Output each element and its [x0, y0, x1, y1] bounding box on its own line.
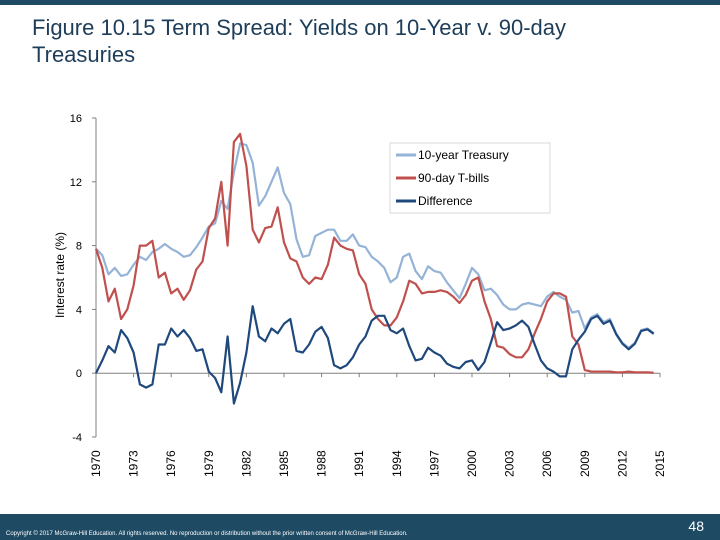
x-tick-label: 1988	[314, 450, 329, 477]
copyright-notice: Copyright © 2017 McGraw-Hill Education. All rights reserved. No reproduction or distribution without the prior written consent of McGraw-Hill Education.	[6, 531, 408, 537]
x-tick-label: 1970	[89, 450, 103, 477]
x-tick-label: 1991	[352, 450, 367, 477]
x-tick-label: 1979	[201, 450, 216, 477]
x-tick-label: 1997	[427, 450, 442, 477]
x-tick-label: 2006	[540, 450, 555, 477]
y-tick-label: 8	[75, 240, 82, 253]
y-tick-label: 12	[69, 176, 82, 189]
chart-series	[96, 134, 654, 404]
x-tick-label: 1994	[389, 450, 404, 477]
legend-label-10-year-treasury: 10-year Treasury	[418, 148, 509, 162]
legend-label-90-day-t-bills: 90-day T-bills	[418, 171, 490, 185]
y-tick-label: -4	[72, 432, 82, 444]
page-number: 48	[688, 518, 704, 534]
x-tick-label: 1982	[239, 450, 254, 477]
legend-label-difference: Difference	[418, 194, 473, 208]
x-tick-label: 1985	[277, 450, 291, 477]
x-tick-label: 2000	[465, 450, 479, 477]
footer-bar	[0, 514, 720, 540]
x-tick-label: 2009	[577, 450, 592, 477]
x-tick-label: 2015	[653, 450, 667, 477]
x-tick-label: 1973	[126, 450, 141, 477]
x-tick-label: 1976	[164, 450, 179, 477]
y-tick-label: 4	[75, 304, 82, 317]
y-tick-label: 16	[69, 113, 82, 125]
x-tick-label: 2012	[615, 450, 630, 477]
chart-legend	[390, 143, 550, 213]
slide-title: Figure 10.15 Term Spread: Yields on 10-Year v. 90-day Treasuries	[32, 15, 567, 67]
y-tick-label: 0	[75, 368, 82, 381]
x-tick-label: 2003	[502, 450, 517, 477]
y-axis-label: Interest rate (%)	[53, 231, 67, 319]
